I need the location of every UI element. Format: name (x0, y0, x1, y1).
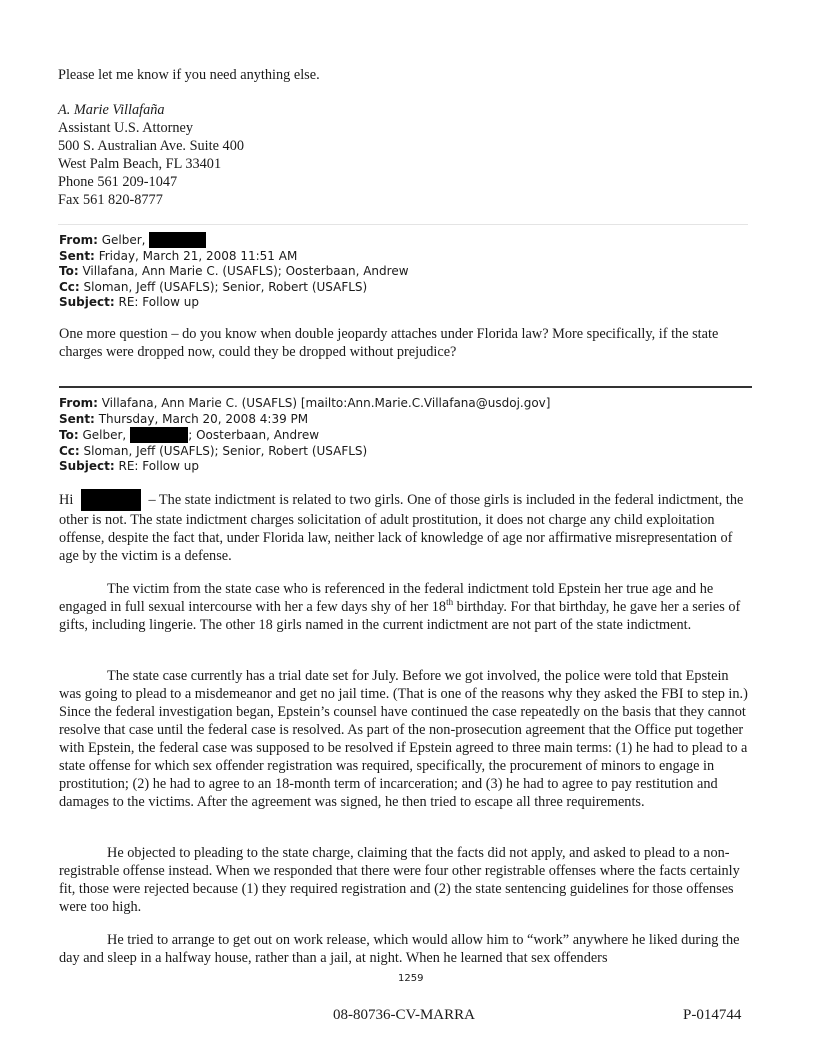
email2-paragraph-3: The state case currently has a trial date set for July. Before we got involved, the police were told that Epstein was going to plead to a misdemeanor and get no jail time. (That is one of the reasons why they asked the FBI to step in.) Since the federal investigation began, Epstein’s counsel have continued the case repeatedly on the basis that they cannot resolve that case until the federal case is resolved. As part of the non-prosecution agreement that the Office put together with Epstein, the federal case was supposed to be resolved if Epstein agreed to three main terms: (1) he had to plead to a state offense for which sex offender registration was required, specifically, the procurement of minors to engage in prostitution; (2) he had to agree to an 18-month term of incarceration; and (3) he had to agree to pay restitution and damages to the victims. After the agreement was signed, he then tried to escape all three requirements. (59, 668, 748, 810)
signature-title: Assistant U.S. Attorney (58, 120, 194, 136)
redaction-box (149, 232, 206, 248)
email2-paragraph-2-text-a: The victim from the state case who is referenced in the federal indictment told Epstein her true age and he engaged in full sexual intercourse with her a few days shy of her 18 (59, 581, 714, 615)
email2-sent-value: Thursday, March 20, 2008 4:39 PM (98, 411, 309, 426)
email1-body: One more question – do you know when double jeopardy attaches under Florida law? More specifically, if the state charges were dropped now, could they be dropped without prejudice? (59, 326, 719, 360)
email1-to-label: To: (59, 264, 79, 279)
redaction-box (130, 427, 188, 443)
email1-to-value: Villafana, Ann Marie C. (USAFLS); Oosterbaan, Andrew (82, 264, 409, 279)
email2-to-label: To: (59, 428, 79, 443)
email2-paragraph-1 (59, 489, 751, 565)
signature-fax: Fax 561 820-8777 (58, 192, 163, 208)
email2-to-value-b: ; Oosterbaan, Andrew (188, 428, 320, 443)
email1-sent-label: Sent: (59, 248, 95, 263)
email1-from-label: From: (59, 233, 98, 247)
email2-paragraph-2-superscript: th (446, 597, 454, 608)
email2-to-row (59, 427, 759, 444)
email2-from-label: From: (59, 396, 98, 410)
email1-to-row (59, 264, 759, 280)
email2-paragraph-2-text-b: birthday. For that birthday, he gave her a series of gifts, including lingerie. The other 18 girls named in the current indictment are not part of the state indictment. (59, 599, 741, 633)
bates-number: P-014744 (683, 1007, 742, 1023)
email2-sent-label: Sent: (59, 411, 95, 426)
email2-to-value-a: Gelber, (82, 428, 127, 443)
separator-rule (59, 386, 752, 388)
signature-block (58, 101, 458, 209)
email2-header (59, 396, 759, 475)
email1-from-row (59, 232, 759, 249)
email2-paragraph-1-text: – The state indictment is related to two girls. One of those girls is included in the federal indictment, the other is not. The state indictment charges solicitation of adult prostitution, it does not charge any child exploitation offense, despite the fact that, under Florida law, neither lack of knowledge of age nor affirmative misrepresentation of age by the victim is a defense. (59, 492, 744, 564)
signature-name: A. Marie Villafaña (58, 102, 165, 118)
email1-header (59, 232, 759, 311)
email1-subject-label: Subject: (59, 295, 115, 310)
signature-address-line2: West Palm Beach, FL 33401 (58, 156, 222, 172)
email2-cc-row (59, 444, 759, 460)
case-number: 08-80736-CV-MARRA (333, 1007, 475, 1023)
email1-cc-label: Cc: (59, 279, 80, 294)
intro-line: Please let me know if you need anything else. (58, 67, 320, 83)
signature-address-line1: 500 S. Australian Ave. Suite 400 (58, 138, 244, 154)
email2-subject-label: Subject: (59, 459, 115, 474)
email1-from-value: Gelber, (101, 233, 146, 247)
email2-paragraph-5: He tried to arrange to get out on work release, which would allow him to “work” anywhere he liked during the day and sleep in a halfway house, rather than a jail, at night. When he learned that sex offenders (59, 932, 740, 966)
email2-sent-row (59, 412, 759, 428)
email2-from-value: Villafana, Ann Marie C. (USAFLS) [mailto:Ann.Marie.C.Villafana@usdoj.gov] (101, 396, 551, 410)
email1-subject-row (59, 295, 759, 311)
email2-cc-value: Sloman, Jeff (USAFLS); Senior, Robert (USAFLS) (83, 443, 368, 458)
signature-phone: Phone 561 209-1047 (58, 174, 178, 190)
page-number: 1259 (398, 973, 424, 984)
separator-faint (58, 224, 748, 225)
email1-subject-value: RE: Follow up (118, 295, 199, 310)
email1-sent-value: Friday, March 21, 2008 11:51 AM (98, 248, 298, 263)
email2-paragraph-2 (59, 580, 754, 634)
email2-greeting: Hi (59, 492, 74, 508)
email2-paragraph-4: He objected to pleading to the state charge, claiming that the facts did not apply, and asked to plead to a non-registrable offense instead. When we responded that there were four other registrable offenses where the facts certainly fit, those were rejected because (1) they required registration and (2) the state sentencing guidelines for those offenses were too high. (59, 845, 740, 915)
email2-cc-label: Cc: (59, 443, 80, 458)
email2-subject-row (59, 459, 759, 475)
email1-sent-row (59, 249, 759, 265)
email1-cc-value: Sloman, Jeff (USAFLS); Senior, Robert (USAFLS) (83, 279, 368, 294)
email1-cc-row (59, 280, 759, 296)
email2-from-row (59, 396, 759, 412)
redaction-box (81, 489, 141, 511)
email2-subject-value: RE: Follow up (118, 459, 199, 474)
